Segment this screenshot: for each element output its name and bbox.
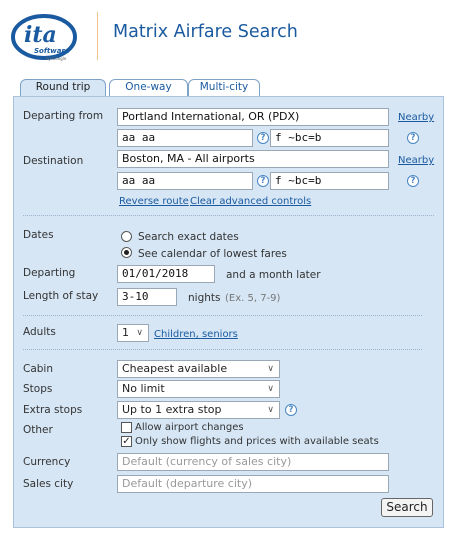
chevron-down-icon: ∨ xyxy=(267,364,274,374)
stops-select[interactable] xyxy=(117,380,280,398)
cabin-select-value: Cheapest available xyxy=(122,362,228,375)
chevron-down-icon: ∨ xyxy=(136,328,143,338)
exact-dates-radio[interactable] xyxy=(121,231,132,242)
length-of-stay-unit: nights xyxy=(188,292,221,304)
header-divider xyxy=(97,12,98,60)
allow-airport-changes-label: Allow airport changes xyxy=(135,422,244,433)
currency-placeholder: Default (currency of sales city) xyxy=(122,455,292,468)
exact-dates-label: Search exact dates xyxy=(138,231,239,243)
tab-round-trip[interactable]: Round trip xyxy=(20,79,106,98)
sales-city-input[interactable] xyxy=(117,475,389,493)
departing-extension-input[interactable]: f ~bc=b xyxy=(270,129,389,147)
tab-one-way[interactable]: One-way xyxy=(109,79,188,96)
calendar-fares-label: See calendar of lowest fares xyxy=(138,248,287,260)
clear-advanced-controls-link[interactable]: Clear advanced controls xyxy=(190,196,312,207)
only-available-seats-checkbox[interactable]: ✓ xyxy=(122,436,131,447)
calendar-fares-radio[interactable] xyxy=(121,247,132,258)
departing-routing-input[interactable]: aa aa xyxy=(117,129,253,147)
extra-stops-select-value: Up to 1 extra stop xyxy=(122,403,222,416)
destination-routing-help-icon[interactable]: ? xyxy=(257,175,269,187)
length-of-stay-example: (Ex. 5, 7-9) xyxy=(225,293,281,304)
ita-software-logo xyxy=(10,12,86,62)
destination-extension-help-icon[interactable]: ? xyxy=(407,175,419,187)
departing-nearby-link[interactable]: Nearby xyxy=(398,112,435,123)
departing-date-suffix: and a month later xyxy=(226,269,321,281)
departing-from-input[interactable]: Portland International, OR (PDX) xyxy=(117,108,389,126)
dates-label: Dates xyxy=(23,229,54,241)
extra-stops-help-icon[interactable]: ? xyxy=(285,404,297,416)
extra-stops-select[interactable] xyxy=(117,401,280,419)
currency-label: Currency xyxy=(23,456,71,468)
chevron-down-icon: ∨ xyxy=(267,405,274,415)
destination-nearby-link[interactable]: Nearby xyxy=(398,155,435,166)
tab-multi-city[interactable]: Multi-city xyxy=(188,79,260,96)
stops-select-value: No limit xyxy=(122,382,165,395)
logo-google: by Google xyxy=(46,56,67,61)
departing-routing-help-icon[interactable]: ? xyxy=(257,132,269,144)
chevron-down-icon: ∨ xyxy=(267,384,274,394)
children-seniors-link[interactable]: Children, seniors xyxy=(154,329,238,340)
departing-date-label: Departing xyxy=(23,267,76,279)
length-of-stay-input[interactable]: 3-10 xyxy=(117,288,177,306)
only-available-seats-label: Only show flights and prices with available seats xyxy=(135,436,379,447)
departing-date-input[interactable]: 01/01/2018 xyxy=(117,265,215,283)
logo-software: Software xyxy=(34,47,70,55)
departing-extension-help-icon[interactable]: ? xyxy=(407,132,419,144)
other-label: Other xyxy=(23,424,53,436)
cabin-label: Cabin xyxy=(23,363,54,375)
section-divider xyxy=(23,315,422,316)
stops-label: Stops xyxy=(23,383,53,395)
extra-stops-label: Extra stops xyxy=(23,404,83,416)
currency-input[interactable] xyxy=(117,453,389,471)
length-of-stay-label: Length of stay xyxy=(23,290,99,302)
allow-airport-changes-checkbox[interactable] xyxy=(121,422,132,433)
section-divider xyxy=(23,215,434,216)
sales-city-label: Sales city xyxy=(23,478,74,490)
logo-text: ita xyxy=(24,22,57,48)
destination-routing-input[interactable]: aa aa xyxy=(117,172,253,190)
departing-from-label: Departing from xyxy=(23,110,104,122)
adults-select[interactable] xyxy=(117,324,149,342)
cabin-select[interactable] xyxy=(117,360,280,378)
sales-city-placeholder: Default (departure city) xyxy=(122,477,253,490)
adults-label: Adults xyxy=(23,326,56,338)
section-divider xyxy=(23,349,422,350)
adults-select-value: 1 xyxy=(122,326,129,339)
reverse-route-link[interactable]: Reverse route xyxy=(119,196,189,207)
search-button[interactable]: Search xyxy=(381,498,433,517)
destination-label: Destination xyxy=(23,155,84,167)
destination-input[interactable]: Boston, MA - All airports xyxy=(117,150,389,168)
page-title: Matrix Airfare Search xyxy=(113,22,298,42)
destination-extension-input[interactable]: f ~bc=b xyxy=(270,172,389,190)
